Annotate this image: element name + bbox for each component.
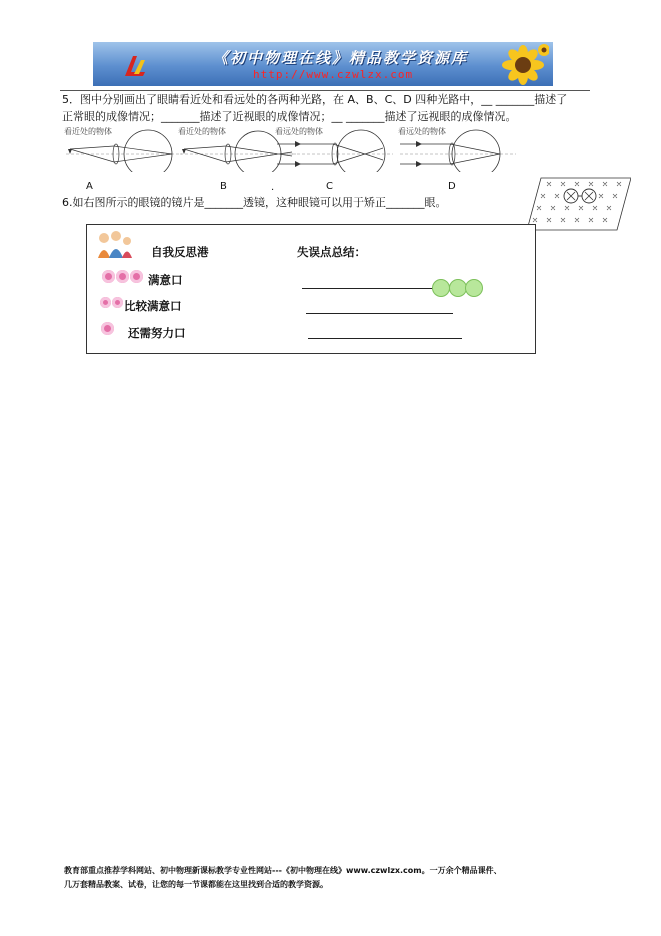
rating-flowers-1 [101,322,114,335]
eye-diagram-d [398,128,516,172]
logo-icon [119,50,149,80]
diagram-label-b: B [220,181,227,192]
header-rule [60,90,590,91]
q5-line2: 正常眼的成像情况；_______描述了近视眼的成像情况；__ _______描述了远视眼的成像情况。 [62,110,517,123]
flower-icon [112,297,123,308]
option-satisfied[interactable]: 满意口 [148,273,183,287]
diagram-caption: 看远处的物体 [275,127,323,136]
flower-icon [101,322,114,335]
bubble-icon [465,279,483,297]
header-banner [93,42,553,86]
flower-icon [102,270,115,283]
summary-line-2[interactable] [306,313,453,314]
eye-diagram-c [275,128,393,172]
diagram-label-c: C [326,181,333,192]
diagram-label-a: A [86,181,93,192]
diagram-caption: 看近处的物体 [64,127,112,136]
diagram-caption: 看近处的物体 [178,127,226,136]
footer [64,864,604,892]
summary-line-3[interactable] [308,338,462,339]
bubble-icon [432,279,450,297]
rating-flowers-3 [102,270,143,283]
banner-title: 《初中物理在线》精品教学资源库 [213,49,469,67]
glasses-diagram-icon [527,176,631,232]
q6-text: 6.如右图所示的眼镜的镜片是_______透镜，这种眼镜可以用于矫正_______眼。 [62,196,447,209]
stray-dot: . [271,182,275,193]
footer-line-2: 几万套精品教案、试卷，让您的每一节课都能在这里找到合适的教学资源。 [64,880,328,889]
eye-diagram-a [64,128,182,172]
flower-icon [100,297,111,308]
rating-flowers-2 [100,297,123,308]
diagram-label-d: D [448,181,456,192]
flower-icon [116,270,129,283]
q5-line1: 5．图中分别画出了眼睛看近处和看远处的各两种光路，在 A、B、C、D 四种光路中，__ _______描述了 [62,93,568,106]
banner-url: http://www.czwlzx.com [253,68,414,81]
option-fairly-satisfied[interactable]: 比较满意口 [124,299,182,313]
diagram-caption: 看远处的物体 [398,127,446,136]
flower-icon [130,270,143,283]
sunflower-icon [489,44,549,86]
footer-line-1: 教育部重点推荐学科网站、初中物理新课标教学专业性网站---《初中物理在线》www.czwlzx.com。一万余个精品课件、 [64,866,502,875]
summary-line-1[interactable] [302,288,442,289]
error-summary-label: 失误点总结： [297,245,366,259]
option-needs-effort[interactable]: 还需努力口 [128,326,186,340]
family-icon [94,230,136,258]
reflection-heading: 自我反思港 [151,245,209,259]
